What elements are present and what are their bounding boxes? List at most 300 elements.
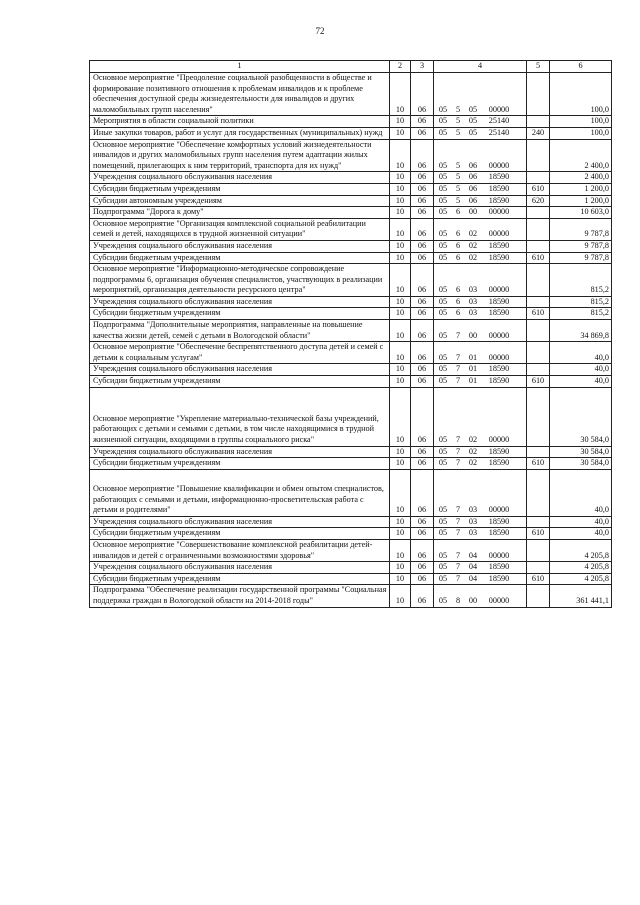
section-code: 10 <box>390 446 411 458</box>
code-part: 06 <box>468 183 478 193</box>
section-code: 10 <box>390 264 411 297</box>
target-article-parts <box>436 574 524 585</box>
expense-type-code <box>527 73 550 116</box>
table-row <box>90 446 612 458</box>
code-part: 03 <box>468 296 478 306</box>
page-number: 72 <box>315 26 325 36</box>
code-part: 18590 <box>488 364 510 374</box>
target-article-code <box>434 469 527 516</box>
code-part: 7 <box>455 352 461 362</box>
table-row <box>90 585 612 607</box>
row-name: Основное мероприятие "Совершенствование комплексной реабилитации детей-инвалидов и детей с ограниченными возможностями здоровья" <box>90 540 390 562</box>
amount: 1 200,0 <box>550 183 612 195</box>
code-part: 00 <box>468 330 478 340</box>
target-article-code <box>434 172 527 184</box>
subsection-code: 06 <box>411 195 434 207</box>
code-part: 18590 <box>488 446 510 456</box>
code-part: 05 <box>438 183 448 193</box>
expense-type-code <box>527 116 550 128</box>
target-article-code <box>434 528 527 540</box>
section-code: 10 <box>390 376 411 388</box>
code-part: 7 <box>455 330 461 340</box>
section-code: 10 <box>390 528 411 540</box>
code-part: 05 <box>438 376 448 386</box>
code-part: 05 <box>438 505 448 515</box>
table-row <box>90 195 612 207</box>
code-part: 25140 <box>488 116 510 126</box>
amount: 40,0 <box>550 516 612 528</box>
code-part: 6 <box>455 296 461 306</box>
expense-type-code <box>527 342 550 364</box>
code-part: 18590 <box>488 240 510 250</box>
expense-type-code <box>527 172 550 184</box>
code-part: 05 <box>438 252 448 262</box>
code-part: 05 <box>438 207 448 217</box>
code-part: 00000 <box>488 229 510 239</box>
table-row <box>90 218 612 240</box>
code-part: 05 <box>438 127 448 137</box>
target-article-code <box>434 308 527 320</box>
code-part: 05 <box>438 573 448 583</box>
code-part: 05 <box>438 104 448 114</box>
code-part: 02 <box>468 435 478 445</box>
code-part: 05 <box>438 562 448 572</box>
amount: 40,0 <box>550 469 612 516</box>
table-row <box>90 116 612 128</box>
code-part: 5 <box>455 172 461 182</box>
code-part: 7 <box>455 376 461 386</box>
code-part: 05 <box>438 240 448 250</box>
code-part: 05 <box>438 364 448 374</box>
code-part: 00 <box>468 207 478 217</box>
row-name: Основное мероприятие "Обеспечение беспрепятственного доступа детей и семей с детьми к социальным услугам" <box>90 342 390 364</box>
code-part: 01 <box>468 352 478 362</box>
code-part: 03 <box>468 528 478 538</box>
target-article-parts <box>436 551 524 562</box>
code-part: 02 <box>468 240 478 250</box>
target-article-code <box>434 585 527 607</box>
code-part: 03 <box>468 308 478 318</box>
table-row <box>90 320 612 342</box>
budget-table <box>89 60 612 608</box>
table-row <box>90 562 612 574</box>
target-article-code <box>434 516 527 528</box>
section-code: 10 <box>390 252 411 264</box>
row-name: Субсидии бюджетным учреждениям <box>90 308 390 320</box>
expense-type-code: 610 <box>527 183 550 195</box>
code-part: 05 <box>438 595 448 605</box>
amount: 4 205,8 <box>550 573 612 585</box>
code-part: 5 <box>455 183 461 193</box>
table-row <box>90 376 612 388</box>
code-part: 00000 <box>488 550 510 560</box>
target-article-parts <box>436 528 524 539</box>
target-article-parts <box>436 207 524 218</box>
code-part: 18590 <box>488 516 510 526</box>
row-name: Подпрограмма "Обеспечение реализации государственной программы "Социальная поддержка граждан в Вологодской области на 2014-2018 годы" <box>90 585 390 607</box>
section-code: 10 <box>390 516 411 528</box>
code-part: 02 <box>468 229 478 239</box>
subsection-code: 06 <box>411 573 434 585</box>
code-part: 18590 <box>488 252 510 262</box>
code-part: 7 <box>455 573 461 583</box>
expense-type-code <box>527 585 550 607</box>
target-article-parts <box>436 596 524 607</box>
table-row <box>90 540 612 562</box>
code-part: 06 <box>468 160 478 170</box>
target-article-parts <box>436 376 524 387</box>
table-row <box>90 469 612 516</box>
section-code: 10 <box>390 207 411 219</box>
expense-type-code <box>527 207 550 219</box>
table-row <box>90 183 612 195</box>
target-article-code <box>434 458 527 470</box>
target-article-parts <box>436 308 524 319</box>
code-part: 5 <box>455 160 461 170</box>
amount: 1 200,0 <box>550 195 612 207</box>
amount: 40,0 <box>550 528 612 540</box>
code-part: 18590 <box>488 562 510 572</box>
code-part: 02 <box>468 458 478 468</box>
code-part: 05 <box>438 446 448 456</box>
target-article-code <box>434 73 527 116</box>
code-part: 5 <box>455 127 461 137</box>
code-part: 6 <box>455 207 461 217</box>
amount: 4 205,8 <box>550 540 612 562</box>
amount: 100,0 <box>550 73 612 116</box>
target-article-parts <box>436 447 524 458</box>
subsection-code: 06 <box>411 264 434 297</box>
code-part: 05 <box>468 116 478 126</box>
row-name: Основное мероприятие "Преодоление социальной разобщенности в обществе и формирование позитивного отношения к проблемам инвалидов и к проблеме обеспечения доступной среды жизнедеятельности для инвалидов и других маломобильных групп населения" <box>90 73 390 116</box>
target-article-code <box>434 264 527 297</box>
code-part: 00000 <box>488 352 510 362</box>
code-part: 7 <box>455 505 461 515</box>
code-part: 05 <box>438 296 448 306</box>
amount: 40,0 <box>550 342 612 364</box>
row-name: Учреждения социального обслуживания населения <box>90 296 390 308</box>
expense-type-code <box>527 218 550 240</box>
row-name: Основное мероприятие "Укрепление материально-технической базы учреждений, работающих с детьми и семьями с детьми, в том числе находящимися в трудной жизненной ситуации, входящими в группы социального риска" <box>90 387 390 446</box>
target-article-parts <box>436 116 524 127</box>
code-part: 7 <box>455 550 461 560</box>
subsection-code: 06 <box>411 458 434 470</box>
amount: 30 584,0 <box>550 446 612 458</box>
table-row <box>90 240 612 252</box>
target-article-parts <box>436 331 524 342</box>
target-article-code <box>434 183 527 195</box>
subsection-code: 06 <box>411 116 434 128</box>
amount: 4 205,8 <box>550 562 612 574</box>
section-code: 10 <box>390 296 411 308</box>
subsection-code: 06 <box>411 308 434 320</box>
target-article-code <box>434 540 527 562</box>
target-article-parts <box>436 562 524 573</box>
code-part: 25140 <box>488 127 510 137</box>
code-part: 7 <box>455 364 461 374</box>
expense-type-code <box>527 364 550 376</box>
target-article-parts <box>436 297 524 308</box>
expense-type-code: 610 <box>527 308 550 320</box>
code-part: 05 <box>438 458 448 468</box>
target-article-parts <box>436 128 524 139</box>
expense-type-code: 610 <box>527 458 550 470</box>
section-code: 10 <box>390 308 411 320</box>
expense-type-code <box>527 320 550 342</box>
section-code: 10 <box>390 183 411 195</box>
code-part: 18590 <box>488 183 510 193</box>
column-header: 1 <box>90 61 390 73</box>
subsection-code: 06 <box>411 387 434 446</box>
table-row <box>90 207 612 219</box>
code-part: 00000 <box>488 595 510 605</box>
target-article-parts <box>436 505 524 516</box>
target-article-parts <box>436 196 524 207</box>
subsection-code: 06 <box>411 218 434 240</box>
amount: 30 584,0 <box>550 387 612 446</box>
table-row <box>90 296 612 308</box>
table-row <box>90 264 612 297</box>
code-part: 5 <box>455 104 461 114</box>
code-part: 05 <box>438 229 448 239</box>
target-article-code <box>434 207 527 219</box>
row-name: Учреждения социального обслуживания населения <box>90 446 390 458</box>
code-part: 00000 <box>488 207 510 217</box>
code-part: 00000 <box>488 285 510 295</box>
subsection-code: 06 <box>411 376 434 388</box>
column-header: 5 <box>527 61 550 73</box>
target-article-parts <box>436 184 524 195</box>
code-part: 05 <box>438 352 448 362</box>
section-code: 10 <box>390 458 411 470</box>
amount: 10 603,0 <box>550 207 612 219</box>
row-name: Субсидии бюджетным учреждениям <box>90 376 390 388</box>
code-part: 05 <box>468 127 478 137</box>
row-name: Основное мероприятие "Обеспечение комфортных условий жизнедеятельности инвалидов и других маломобильных групп населения путем адаптации жилых помещений, прилегающих к ним территорий, транспорта для их нужд" <box>90 139 390 172</box>
row-name: Мероприятия в области социальной политики <box>90 116 390 128</box>
expense-type-code: 610 <box>527 528 550 540</box>
code-part: 05 <box>438 285 448 295</box>
target-article-parts <box>436 285 524 296</box>
subsection-code: 06 <box>411 320 434 342</box>
table-row <box>90 342 612 364</box>
subsection-code: 06 <box>411 364 434 376</box>
target-article-code <box>434 296 527 308</box>
target-article-parts <box>436 161 524 172</box>
row-name: Субсидии бюджетным учреждениям <box>90 252 390 264</box>
expense-type-code: 610 <box>527 376 550 388</box>
amount: 815,2 <box>550 308 612 320</box>
row-name: Учреждения социального обслуживания населения <box>90 562 390 574</box>
expense-type-code: 610 <box>527 573 550 585</box>
code-part: 7 <box>455 528 461 538</box>
table-row <box>90 172 612 184</box>
expense-type-code <box>527 540 550 562</box>
section-code: 10 <box>390 320 411 342</box>
amount: 815,2 <box>550 264 612 297</box>
subsection-code: 06 <box>411 183 434 195</box>
subsection-code: 06 <box>411 252 434 264</box>
subsection-code: 06 <box>411 528 434 540</box>
section-code: 10 <box>390 364 411 376</box>
table-row <box>90 458 612 470</box>
code-part: 04 <box>468 562 478 572</box>
code-part: 7 <box>455 446 461 456</box>
amount: 9 787,8 <box>550 240 612 252</box>
code-part: 05 <box>438 195 448 205</box>
code-part: 05 <box>438 160 448 170</box>
section-code: 10 <box>390 573 411 585</box>
row-name: Подпрограмма "Дополнительные мероприятия, направленные на повышение качества жизни детей, семей с детьми в Вологодской области" <box>90 320 390 342</box>
code-part: 06 <box>468 195 478 205</box>
subsection-code: 06 <box>411 73 434 116</box>
target-article-parts <box>436 105 524 116</box>
amount: 2 400,0 <box>550 139 612 172</box>
row-name: Субсидии автономным учреждениям <box>90 195 390 207</box>
row-name: Субсидии бюджетным учреждениям <box>90 528 390 540</box>
target-article-parts <box>436 253 524 264</box>
row-name: Субсидии бюджетным учреждениям <box>90 573 390 585</box>
subsection-code: 06 <box>411 516 434 528</box>
target-article-parts <box>436 517 524 528</box>
code-part: 7 <box>455 435 461 445</box>
code-part: 6 <box>455 229 461 239</box>
code-part: 05 <box>438 516 448 526</box>
section-code: 10 <box>390 116 411 128</box>
amount: 30 584,0 <box>550 458 612 470</box>
column-header: 2 <box>390 61 411 73</box>
expense-type-code <box>527 562 550 574</box>
section-code: 10 <box>390 73 411 116</box>
amount: 9 787,8 <box>550 252 612 264</box>
target-article-parts <box>436 229 524 240</box>
target-article-parts <box>436 241 524 252</box>
table-row <box>90 387 612 446</box>
table-row <box>90 139 612 172</box>
row-name: Основное мероприятие "Информационно-методическое сопровождение подпрограммы 6, организация обучения специалистов, участвующих в реализации мероприятий, организация деятельности ресурсного центра" <box>90 264 390 297</box>
row-name: Учреждения социального обслуживания населения <box>90 516 390 528</box>
amount: 2 400,0 <box>550 172 612 184</box>
table-row <box>90 516 612 528</box>
section-code: 10 <box>390 139 411 172</box>
amount: 100,0 <box>550 116 612 128</box>
code-part: 05 <box>468 104 478 114</box>
table-row <box>90 528 612 540</box>
row-name: Учреждения социального обслуживания населения <box>90 364 390 376</box>
section-code: 10 <box>390 127 411 139</box>
expense-type-code <box>527 516 550 528</box>
subsection-code: 06 <box>411 562 434 574</box>
section-code: 10 <box>390 469 411 516</box>
subsection-code: 06 <box>411 342 434 364</box>
table-header-row <box>90 61 612 73</box>
code-part: 7 <box>455 516 461 526</box>
target-article-code <box>434 127 527 139</box>
code-part: 00000 <box>488 330 510 340</box>
target-article-parts <box>436 172 524 183</box>
expense-type-code <box>527 469 550 516</box>
table-row <box>90 127 612 139</box>
target-article-parts <box>436 435 524 446</box>
target-article-code <box>434 342 527 364</box>
amount: 40,0 <box>550 364 612 376</box>
target-article-code <box>434 562 527 574</box>
target-article-parts <box>436 353 524 364</box>
table-row <box>90 573 612 585</box>
expense-type-code <box>527 240 550 252</box>
code-part: 00000 <box>488 435 510 445</box>
code-part: 18590 <box>488 573 510 583</box>
code-part: 02 <box>468 446 478 456</box>
code-part: 05 <box>438 435 448 445</box>
code-part: 5 <box>455 195 461 205</box>
row-name: Учреждения социального обслуживания населения <box>90 172 390 184</box>
row-name: Подпрограмма "Дорога к дому" <box>90 207 390 219</box>
section-code: 10 <box>390 172 411 184</box>
code-part: 03 <box>468 505 478 515</box>
code-part: 6 <box>455 240 461 250</box>
code-part: 03 <box>468 285 478 295</box>
code-part: 05 <box>438 308 448 318</box>
row-name: Субсидии бюджетным учреждениям <box>90 458 390 470</box>
amount: 40,0 <box>550 376 612 388</box>
amount: 815,2 <box>550 296 612 308</box>
row-name: Субсидии бюджетным учреждениям <box>90 183 390 195</box>
expense-type-code <box>527 446 550 458</box>
row-name: Основное мероприятие "Организация комплексной социальной реабилитации семей и детей, находящихся в трудной жизненной ситуации" <box>90 218 390 240</box>
target-article-code <box>434 195 527 207</box>
target-article-code <box>434 116 527 128</box>
code-part: 01 <box>468 376 478 386</box>
target-article-code <box>434 364 527 376</box>
code-part: 04 <box>468 550 478 560</box>
expense-type-code <box>527 139 550 172</box>
subsection-code: 06 <box>411 540 434 562</box>
section-code: 10 <box>390 218 411 240</box>
expense-type-code <box>527 264 550 297</box>
row-name: Основное мероприятие "Повышение квалификации и обмен опытом специалистов, работающих с семьями и детьми, информационно-просветительская работа с детьми и родителями" <box>90 469 390 516</box>
amount: 9 787,8 <box>550 218 612 240</box>
subsection-code: 06 <box>411 207 434 219</box>
target-article-code <box>434 320 527 342</box>
code-part: 04 <box>468 573 478 583</box>
subsection-code: 06 <box>411 139 434 172</box>
subsection-code: 06 <box>411 240 434 252</box>
code-part: 18590 <box>488 458 510 468</box>
subsection-code: 06 <box>411 127 434 139</box>
table-row <box>90 364 612 376</box>
section-code: 10 <box>390 562 411 574</box>
code-part: 18590 <box>488 376 510 386</box>
code-part: 7 <box>455 562 461 572</box>
section-code: 10 <box>390 585 411 607</box>
row-name: Учреждения социального обслуживания населения <box>90 240 390 252</box>
target-article-parts <box>436 364 524 375</box>
target-article-parts <box>436 458 524 469</box>
code-part: 05 <box>438 550 448 560</box>
column-header: 4 <box>434 61 527 73</box>
section-code: 10 <box>390 195 411 207</box>
code-part: 6 <box>455 252 461 262</box>
subsection-code: 06 <box>411 172 434 184</box>
code-part: 6 <box>455 308 461 318</box>
code-part: 06 <box>468 172 478 182</box>
column-header: 6 <box>550 61 612 73</box>
code-part: 5 <box>455 116 461 126</box>
target-article-code <box>434 387 527 446</box>
code-part: 05 <box>438 116 448 126</box>
subsection-code: 06 <box>411 296 434 308</box>
